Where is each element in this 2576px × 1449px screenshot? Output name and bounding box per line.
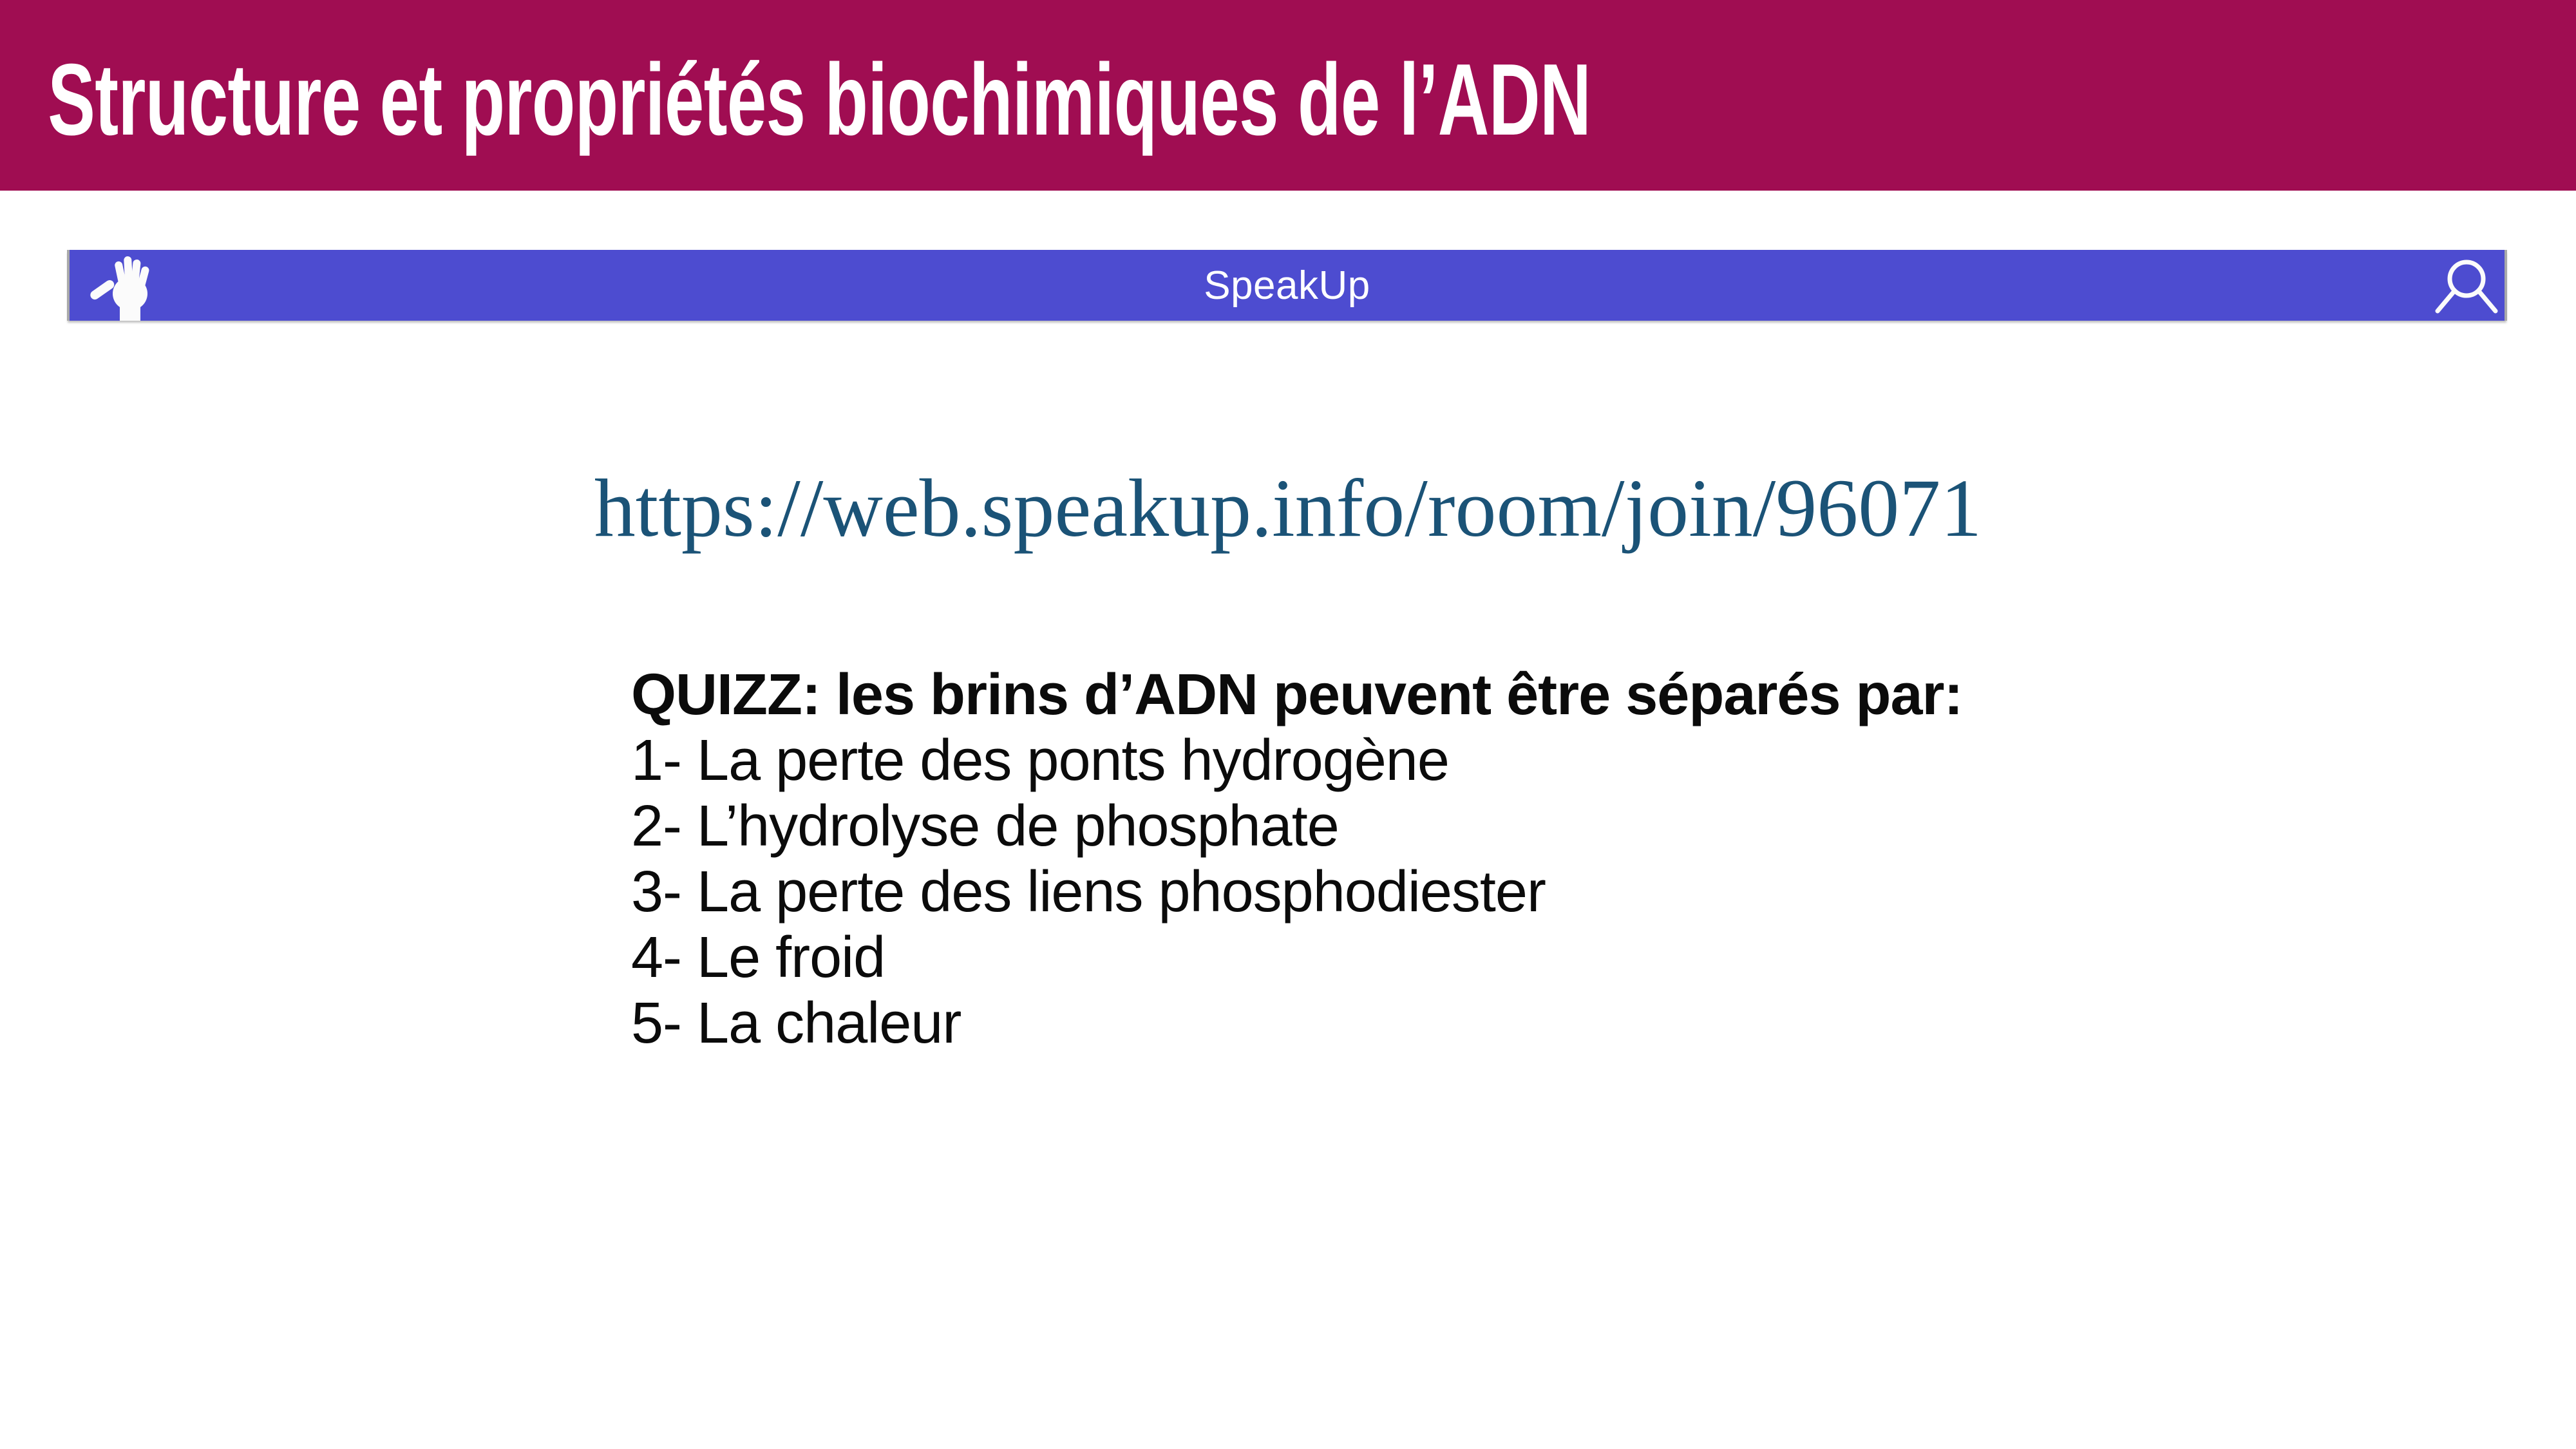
quiz-option-3: 3- La perte des liens phosphodiester <box>631 860 1546 924</box>
quiz-option-2: 2- L’hydrolyse de phosphate <box>631 794 1339 858</box>
quiz-question: QUIZZ: les brins d’ADN peuvent être séparés par: <box>631 663 1963 727</box>
speakup-app-label: SpeakUp <box>1204 263 1370 308</box>
raised-hand-icon[interactable] <box>88 255 171 321</box>
join-url-link[interactable]: https://web.speakup.info/room/join/96071 <box>594 462 1982 554</box>
speakup-toolbar <box>67 250 2507 321</box>
person-search-icon[interactable] <box>2432 254 2501 316</box>
quiz-block <box>631 662 1963 1056</box>
slide-title: Structure et propriétés biochimiques de l’ADN <box>48 43 1591 156</box>
quiz-option-1: 1- La perte des ponts hydrogène <box>631 728 1449 793</box>
title-bar <box>0 0 2576 191</box>
quiz-option-4: 4- Le froid <box>631 925 886 990</box>
quiz-option-5: 5- La chaleur <box>631 991 961 1056</box>
